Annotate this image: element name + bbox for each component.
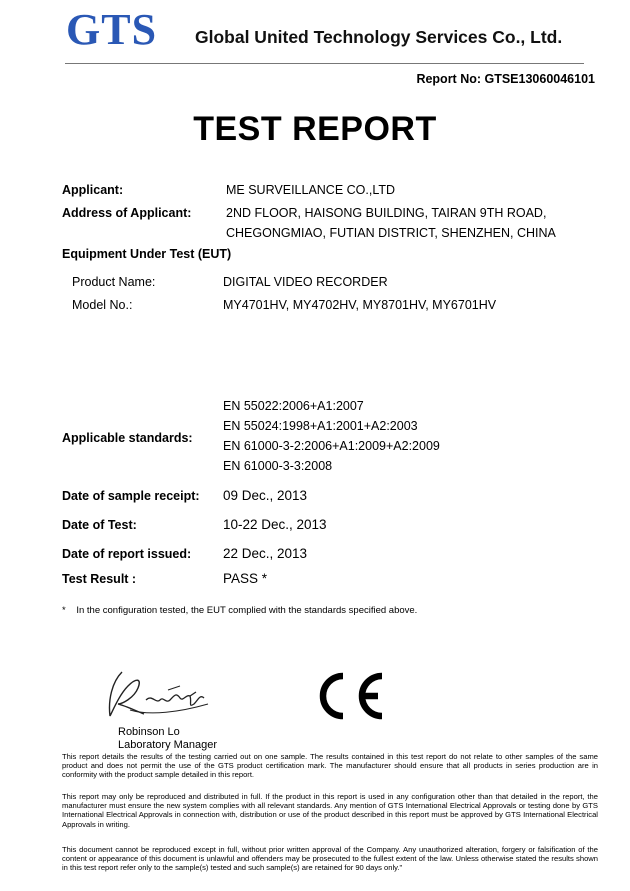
- report-issued-value: 22 Dec., 2013: [223, 546, 308, 561]
- footnote-text: In the configuration tested, the EUT complied with the standards specified above.: [76, 605, 418, 616]
- test-result-label: Test Result :: [62, 572, 137, 586]
- standard-item: EN 61000-3-2:2006+A1:2009+A2:2009: [223, 439, 440, 453]
- header-divider: [65, 63, 584, 64]
- sample-receipt-label: Date of sample receipt:: [62, 489, 200, 503]
- standards-label: Applicable standards:: [62, 431, 193, 445]
- report-number: Report No: GTSE13060046101: [416, 72, 595, 86]
- page-title: TEST REPORT: [193, 110, 437, 148]
- test-result-value: PASS *: [223, 571, 268, 586]
- address-line-1: 2ND FLOOR, HAISONG BUILDING, TAIRAN 9TH ROAD,: [226, 206, 547, 220]
- eut-heading: Equipment Under Test (EUT): [62, 247, 232, 261]
- address-line-2: CHEGONGMIAO, FUTIAN DISTRICT, SHENZHEN, CHINA: [226, 226, 556, 240]
- applicant-value: ME SURVEILLANCE CO.,LTD: [226, 183, 396, 197]
- standard-item: EN 55022:2006+A1:2007: [223, 399, 364, 413]
- signature-image: [100, 664, 220, 731]
- report-issued-label: Date of report issued:: [62, 547, 192, 561]
- company-name: Global United Technology Services Co., Ltd.: [195, 27, 563, 47]
- product-name-value: DIGITAL VIDEO RECORDER: [223, 275, 388, 289]
- signer-name: Robinson Lo: [118, 726, 180, 738]
- standard-item: EN 61000-3-3:2008: [223, 459, 333, 473]
- signer-title: Laboratory Manager: [118, 739, 218, 751]
- ce-mark: [312, 669, 386, 728]
- applicant-label: Applicant:: [62, 183, 124, 197]
- sample-receipt-value: 09 Dec., 2013: [223, 488, 308, 503]
- product-name-label: Product Name:: [72, 275, 156, 289]
- disclaimer-paragraph: This document cannot be reproduced except in full, without prior written approval of the Company. Any unauthorized alteration, forgery or falsification of the content or appearance of this document is unlawful and offenders may be prosecuted to the fullest extent of the law. Unless otherwise stated the results shown in this test report refer only to the sample(s) tested and such sample(s) are retained for 90 days only.": [62, 845, 598, 873]
- disclaimer-paragraph: This report details the results of the testing carried out on one sample. The results contained in this test report do not relate to other samples of the same product and does not permit the use of the GTS product certification mark. The manufacturer should ensure that all products in series production are in conformity with the product sample detailed in this report.: [62, 752, 598, 780]
- disclaimer-paragraph: This report may only be reproduced and distributed in full. If the product in this report is used in any configuration other than that detailed in the report, the manufacturer must ensure the new system complies with all relevant standards. Any mention of GTS International Electrical Approvals or testing done by GTS International Electrical Approvals in connection with, distribution or use of the product described in this report must be approved by GTS International Electrical Approvals in writing.: [62, 792, 598, 829]
- model-no-label: Model No.:: [72, 298, 133, 312]
- gts-logo: GTS: [66, 5, 158, 54]
- standard-item: EN 55024:1998+A1:2001+A2:2003: [223, 419, 418, 433]
- test-date-label: Date of Test:: [62, 518, 137, 532]
- test-date-value: 10-22 Dec., 2013: [223, 517, 327, 532]
- footnote: [62, 605, 417, 616]
- model-no-value: MY4701HV, MY4702HV, MY8701HV, MY6701HV: [223, 298, 497, 312]
- address-label: Address of Applicant:: [62, 206, 192, 220]
- footnote-star: *: [62, 605, 66, 616]
